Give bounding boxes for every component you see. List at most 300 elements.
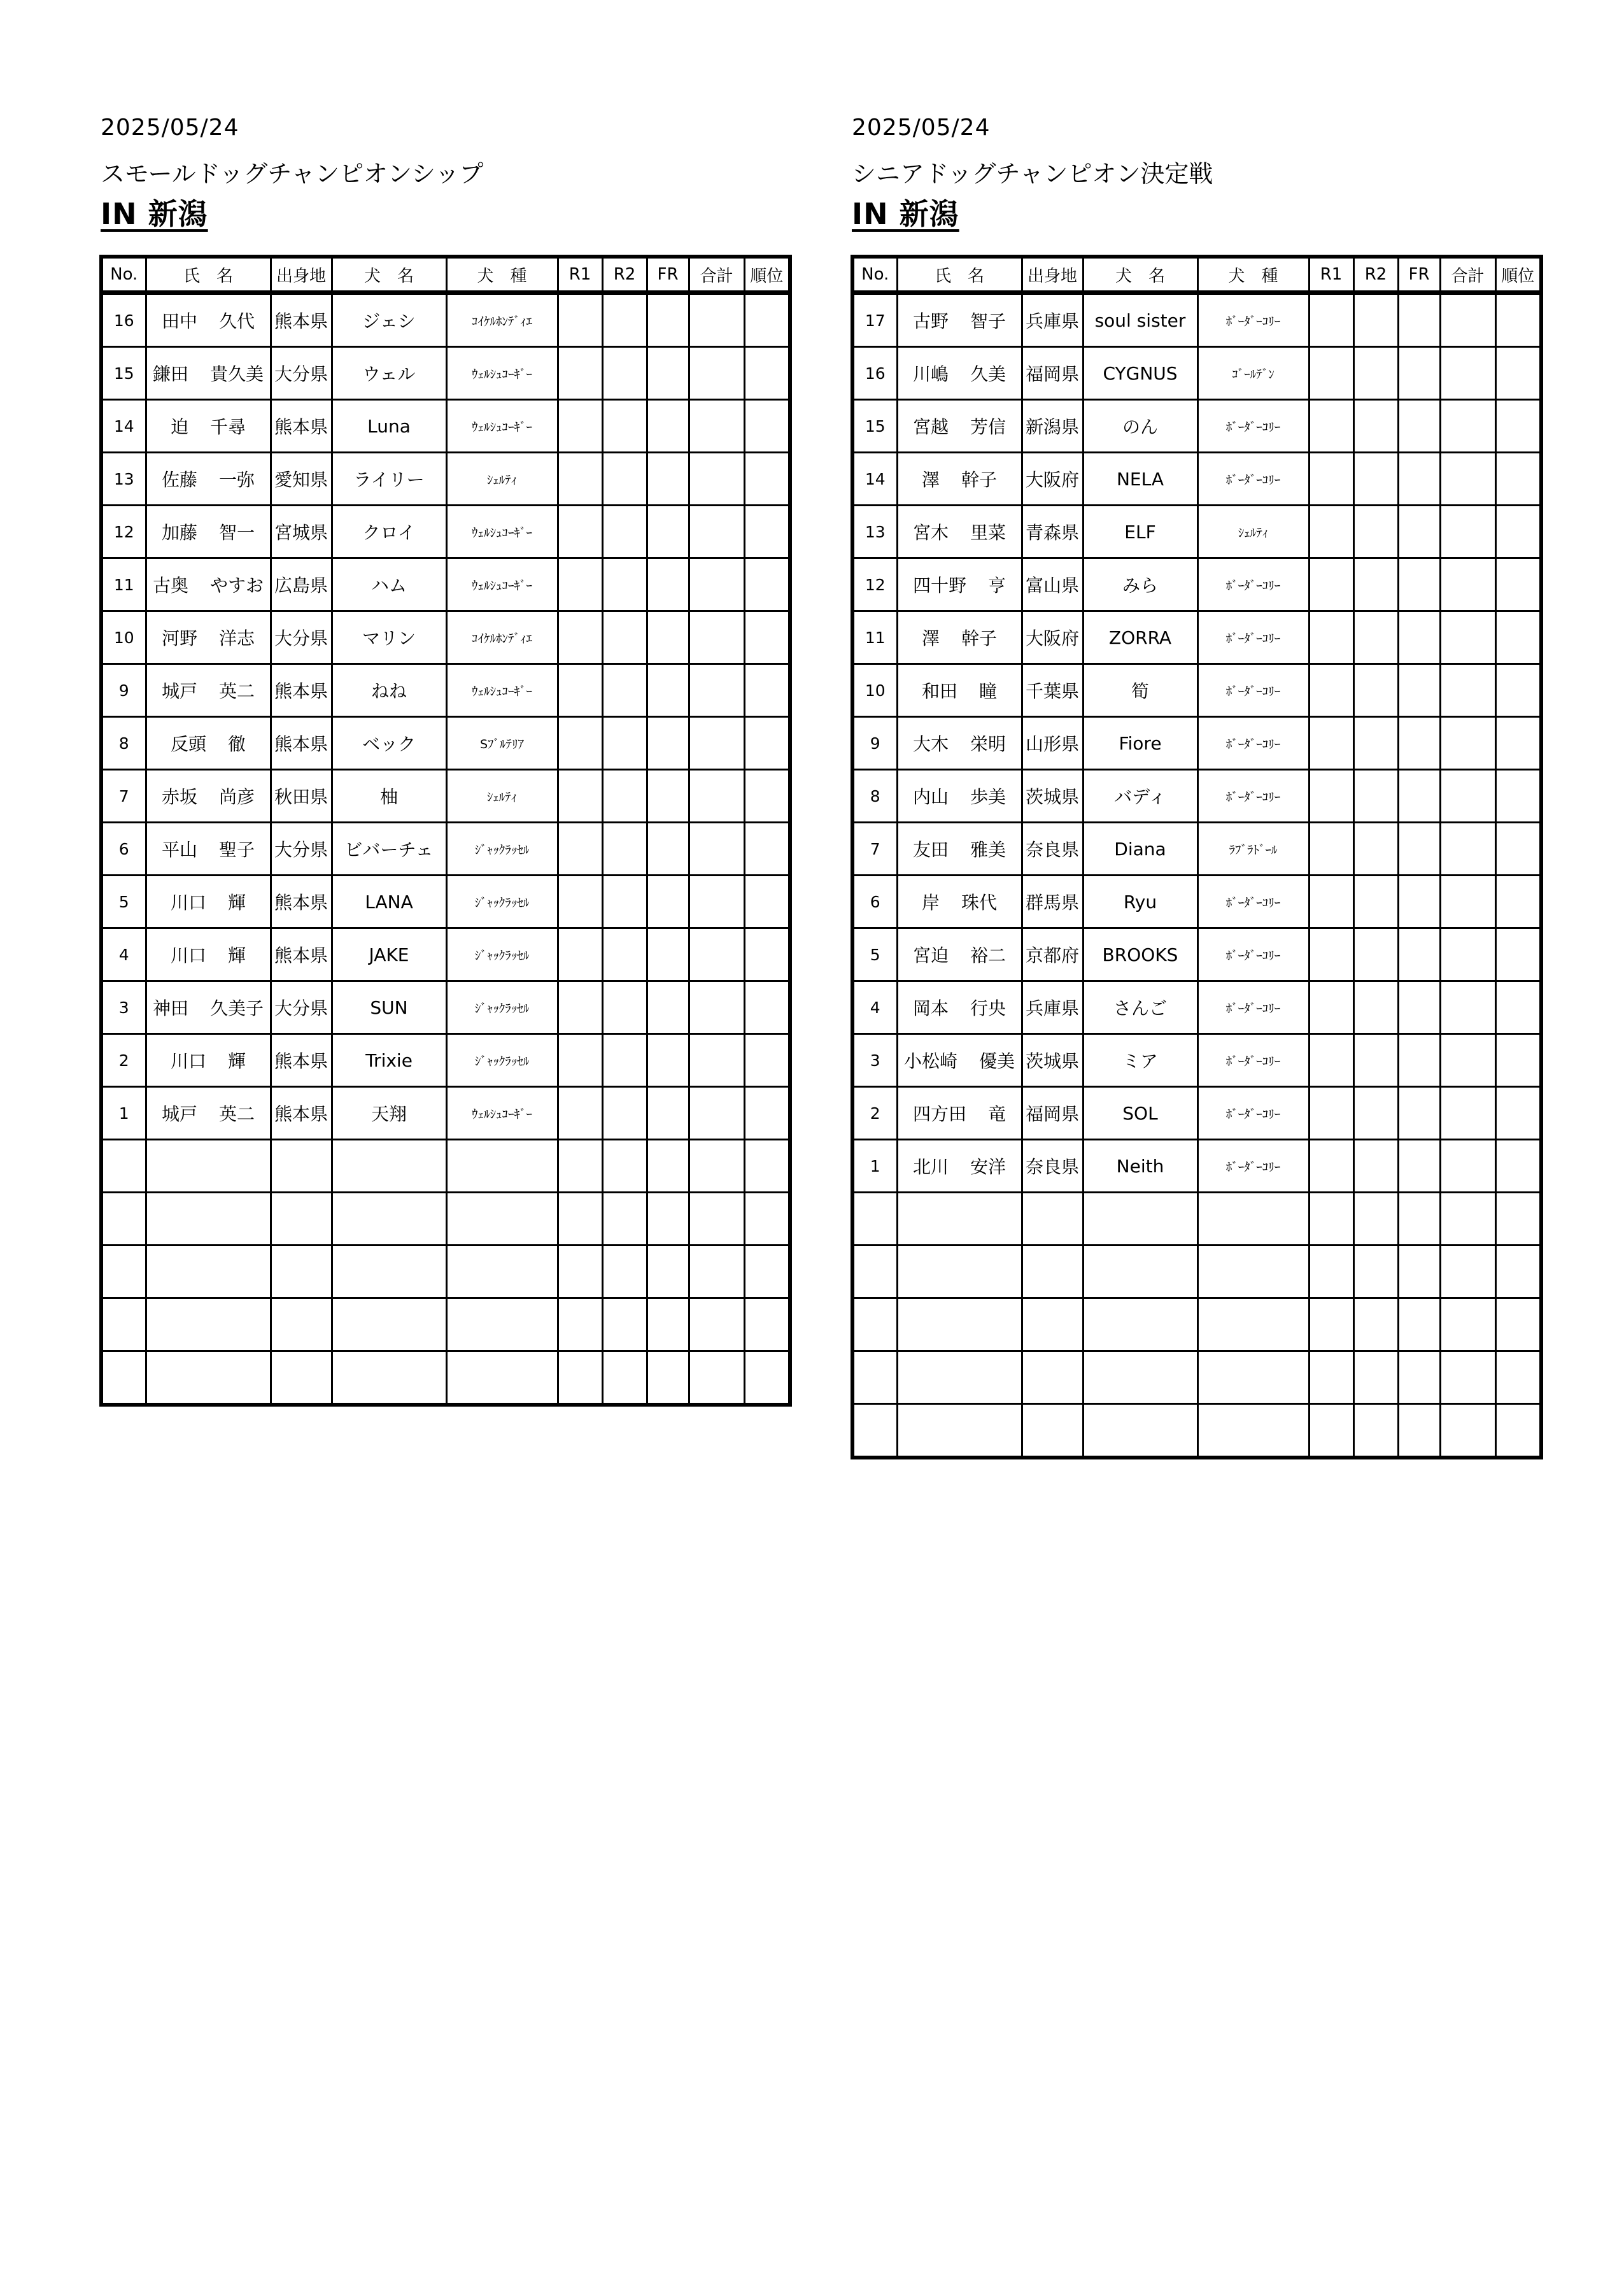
handler-first-name: 芳信 <box>970 416 1006 437</box>
col-header-origin: 出身地 <box>1022 257 1083 293</box>
score-r2 <box>602 770 647 823</box>
handler-name <box>897 928 1022 981</box>
rank <box>1495 876 1541 928</box>
prefecture <box>271 1193 332 1246</box>
col-header-total: 合計 <box>1440 257 1495 293</box>
score-r1 <box>558 1351 602 1405</box>
score-total <box>1440 876 1495 928</box>
dog-breed: ｼｪﾙﾃｨ <box>446 453 558 506</box>
score-r1 <box>558 506 602 558</box>
dog-name: Neith <box>1083 1140 1197 1193</box>
handler-name <box>146 717 271 770</box>
prefecture <box>1022 1404 1083 1458</box>
handler-last-name: 川口 <box>170 1051 206 1072</box>
handler-last-name: 田中 <box>161 311 197 332</box>
dog-breed: Sﾌﾞﾙﾃﾘｱ <box>446 717 558 770</box>
entry-number: 6 <box>101 823 146 876</box>
handler-last-name: 岸 <box>921 892 940 913</box>
handler-name <box>897 1351 1022 1404</box>
score-r1 <box>1309 1193 1353 1246</box>
entry-number <box>852 1193 897 1246</box>
score-fr <box>1398 717 1440 770</box>
prefecture: 大分県 <box>271 611 332 664</box>
score-total <box>689 770 744 823</box>
table-row <box>852 611 1541 664</box>
dog-breed <box>446 1246 558 1298</box>
col-header-r2: R2 <box>1353 257 1398 293</box>
dog-name: JAKE <box>332 928 446 981</box>
score-table-small-dog <box>99 255 792 1407</box>
score-r1 <box>558 1246 602 1298</box>
score-fr <box>647 293 689 347</box>
score-total <box>689 400 744 453</box>
table-row <box>852 770 1541 823</box>
col-header-fr: FR <box>647 257 689 293</box>
dog-name: のん <box>1083 400 1197 453</box>
dog-breed: ｳｪﾙｼｭｺｰｷﾞｰ <box>446 506 558 558</box>
entry-number <box>852 1351 897 1404</box>
dog-breed: ﾎﾞｰﾀﾞｰｺﾘｰ <box>1197 770 1309 823</box>
table-row <box>852 1298 1541 1351</box>
prefecture: 熊本県 <box>271 400 332 453</box>
dog-breed: ﾎﾞｰﾀﾞｰｺﾘｰ <box>1197 664 1309 717</box>
handler-first-name: 智一 <box>219 522 255 543</box>
dog-breed <box>446 1193 558 1246</box>
prefecture: 愛知県 <box>271 453 332 506</box>
score-total <box>689 558 744 611</box>
entry-number: 8 <box>101 717 146 770</box>
score-fr <box>1398 1034 1440 1087</box>
dog-breed: ﾎﾞｰﾀﾞｰｺﾘｰ <box>1197 981 1309 1034</box>
handler-last-name: 鎌田 <box>152 364 188 385</box>
prefecture: 熊本県 <box>271 1087 332 1140</box>
rank <box>744 400 790 453</box>
handler-first-name: 一弥 <box>219 469 255 490</box>
dog-name: ビバーチェ <box>332 823 446 876</box>
score-fr <box>647 1034 689 1087</box>
entry-number <box>101 1193 146 1246</box>
score-fr <box>647 1351 689 1405</box>
handler-first-name: 輝 <box>228 892 246 913</box>
dog-name: さんご <box>1083 981 1197 1034</box>
dog-breed: ｺﾞｰﾙﾃﾞﾝ <box>1197 347 1309 400</box>
handler-name <box>146 876 271 928</box>
event-title: スモールドッグチャンピオンシップ <box>101 160 484 188</box>
entry-number <box>101 1140 146 1193</box>
prefecture: 兵庫県 <box>1022 981 1083 1034</box>
score-r1 <box>558 1034 602 1087</box>
prefecture <box>271 1140 332 1193</box>
score-fr <box>647 1087 689 1140</box>
dog-name: 柚 <box>332 770 446 823</box>
score-total <box>689 347 744 400</box>
score-r2 <box>1353 1087 1398 1140</box>
score-total <box>689 876 744 928</box>
score-r1 <box>558 611 602 664</box>
handler-last-name: 宮木 <box>912 522 949 543</box>
prefecture: 群馬県 <box>1022 876 1083 928</box>
dog-name <box>1083 1404 1197 1458</box>
rank <box>1495 664 1541 717</box>
dog-name: ベック <box>332 717 446 770</box>
score-r1 <box>1309 347 1353 400</box>
score-total <box>689 1193 744 1246</box>
score-fr <box>647 770 689 823</box>
score-r2 <box>602 1034 647 1087</box>
score-r2 <box>1353 506 1398 558</box>
handler-last-name: 小松崎 <box>903 1051 957 1072</box>
dog-breed <box>446 1298 558 1351</box>
col-header-r1: R1 <box>1309 257 1353 293</box>
score-total <box>689 717 744 770</box>
entry-number: 4 <box>852 981 897 1034</box>
rank <box>744 1034 790 1087</box>
prefecture: 千葉県 <box>1022 664 1083 717</box>
table-row <box>852 1404 1541 1458</box>
score-r1 <box>1309 981 1353 1034</box>
handler-name <box>897 823 1022 876</box>
prefecture: 兵庫県 <box>1022 293 1083 347</box>
dog-breed: ｼｪﾙﾃｨ <box>1197 506 1309 558</box>
handler-first-name: 安洋 <box>970 1156 1006 1177</box>
rank <box>744 453 790 506</box>
score-r1 <box>1309 400 1353 453</box>
dog-breed: ｳｪﾙｼｭｺｰｷﾞｰ <box>446 400 558 453</box>
dog-name: Luna <box>332 400 446 453</box>
dog-breed: ﾎﾞｰﾀﾞｰｺﾘｰ <box>1197 876 1309 928</box>
table-row <box>101 400 790 453</box>
rank <box>744 293 790 347</box>
handler-first-name: 尚彦 <box>219 786 255 807</box>
dog-name: SUN <box>332 981 446 1034</box>
event-title: シニアドッグチャンピオン決定戦 <box>852 160 1213 188</box>
score-total <box>1440 611 1495 664</box>
handler-last-name: 宮迫 <box>912 945 949 966</box>
dog-breed: ﾎﾞｰﾀﾞｰｺﾘｰ <box>1197 1087 1309 1140</box>
handler-name <box>146 293 271 347</box>
rank <box>744 1298 790 1351</box>
table-row <box>101 1034 790 1087</box>
handler-last-name: 神田 <box>152 998 188 1019</box>
score-r2 <box>1353 293 1398 347</box>
table-row <box>852 400 1541 453</box>
score-r1 <box>558 823 602 876</box>
dog-name: CYGNUS <box>1083 347 1197 400</box>
dog-breed: ｼﾞｬｯｸﾗｯｾﾙ <box>446 981 558 1034</box>
col-header-rank: 順位 <box>1495 257 1541 293</box>
score-r2 <box>1353 1034 1398 1087</box>
entry-number <box>101 1246 146 1298</box>
score-total <box>1440 293 1495 347</box>
dog-breed: ｳｪﾙｼｭｺｰｷﾞｰ <box>446 1087 558 1140</box>
rank <box>1495 981 1541 1034</box>
score-r1 <box>1309 558 1353 611</box>
col-header-total: 合計 <box>689 257 744 293</box>
score-fr <box>1398 453 1440 506</box>
event-date: 2025/05/24 <box>101 115 239 141</box>
col-header-breed: 犬 種 <box>1197 257 1309 293</box>
rank <box>1495 1140 1541 1193</box>
entry-number: 5 <box>852 928 897 981</box>
dog-name <box>332 1298 446 1351</box>
handler-last-name: 和田 <box>921 681 957 702</box>
dog-breed <box>1197 1246 1309 1298</box>
rank <box>1495 1351 1541 1404</box>
dog-name <box>332 1193 446 1246</box>
dog-name: クロイ <box>332 506 446 558</box>
score-r1 <box>558 453 602 506</box>
table-row <box>852 1034 1541 1087</box>
score-fr <box>647 981 689 1034</box>
rank <box>1495 1034 1541 1087</box>
handler-last-name: 迫 <box>170 416 188 437</box>
entry-number <box>101 1298 146 1351</box>
rank <box>1495 506 1541 558</box>
rank <box>744 823 790 876</box>
col-header-origin: 出身地 <box>271 257 332 293</box>
table-row <box>101 506 790 558</box>
score-fr <box>1398 400 1440 453</box>
score-fr <box>1398 770 1440 823</box>
prefecture <box>271 1351 332 1405</box>
score-fr <box>1398 928 1440 981</box>
handler-name <box>146 664 271 717</box>
col-header-name: 氏 名 <box>146 257 271 293</box>
score-r1 <box>558 347 602 400</box>
rank <box>1495 823 1541 876</box>
table-row <box>101 770 790 823</box>
handler-first-name: 優美 <box>979 1051 1015 1072</box>
table-row <box>101 928 790 981</box>
handler-first-name: 智子 <box>970 311 1006 332</box>
dog-breed <box>446 1351 558 1405</box>
prefecture <box>1022 1246 1083 1298</box>
score-total <box>689 981 744 1034</box>
dog-breed: ﾎﾞｰﾀﾞｰｺﾘｰ <box>1197 558 1309 611</box>
dog-breed: ｼｪﾙﾃｨ <box>446 770 558 823</box>
score-r2 <box>1353 981 1398 1034</box>
score-fr <box>647 1140 689 1193</box>
table-row <box>101 823 790 876</box>
score-fr <box>1398 1404 1440 1458</box>
table-row <box>852 1087 1541 1140</box>
score-r1 <box>558 293 602 347</box>
prefecture: 宮城県 <box>271 506 332 558</box>
score-total <box>1440 823 1495 876</box>
dog-name <box>1083 1193 1197 1246</box>
handler-last-name: 佐藤 <box>161 469 197 490</box>
prefecture: 茨城県 <box>1022 1034 1083 1087</box>
handler-last-name: 平山 <box>161 839 197 860</box>
col-header-rank: 順位 <box>744 257 790 293</box>
col-header-name: 氏 名 <box>897 257 1022 293</box>
handler-last-name: 北川 <box>912 1156 949 1177</box>
score-r1 <box>558 1087 602 1140</box>
dog-breed <box>1197 1351 1309 1404</box>
score-fr <box>647 928 689 981</box>
entry-number <box>852 1404 897 1458</box>
rank <box>1495 400 1541 453</box>
dog-name: ジェシ <box>332 293 446 347</box>
prefecture: 新潟県 <box>1022 400 1083 453</box>
dog-name <box>1083 1246 1197 1298</box>
handler-last-name: 反頭 <box>170 734 206 755</box>
score-r1 <box>1309 717 1353 770</box>
entry-number: 1 <box>852 1140 897 1193</box>
col-header-r1: R1 <box>558 257 602 293</box>
handler-first-name: 幹子 <box>961 469 998 490</box>
score-r1 <box>1309 823 1353 876</box>
entry-number: 11 <box>852 611 897 664</box>
table-row <box>101 1298 790 1351</box>
handler-first-name: 輝 <box>228 945 246 966</box>
dog-breed: ﾎﾞｰﾀﾞｰｺﾘｰ <box>1197 1034 1309 1087</box>
score-total <box>1440 1351 1495 1404</box>
prefecture: 熊本県 <box>271 928 332 981</box>
dog-breed: ｳｪﾙｼｭｺｰｷﾞｰ <box>446 664 558 717</box>
prefecture: 山形県 <box>1022 717 1083 770</box>
handler-name <box>146 1351 271 1405</box>
rank <box>744 558 790 611</box>
entry-number: 14 <box>101 400 146 453</box>
handler-first-name: 英二 <box>219 681 255 702</box>
table-row <box>101 347 790 400</box>
handler-last-name: 澤 <box>921 628 940 649</box>
score-total <box>689 1298 744 1351</box>
dog-breed <box>446 1140 558 1193</box>
entry-number <box>101 1351 146 1405</box>
table-row <box>852 1246 1541 1298</box>
score-r1 <box>558 928 602 981</box>
score-r2 <box>1353 1351 1398 1404</box>
rank <box>1495 453 1541 506</box>
handler-first-name: 久美子 <box>210 998 264 1019</box>
score-fr <box>647 558 689 611</box>
dog-breed: ｳｪﾙｼｭｺｰｷﾞｰ <box>446 558 558 611</box>
table-row <box>101 1193 790 1246</box>
handler-last-name: 四方田 <box>912 1104 966 1125</box>
dog-breed <box>1197 1193 1309 1246</box>
rank <box>1495 293 1541 347</box>
entry-number: 16 <box>101 293 146 347</box>
score-r2 <box>1353 876 1398 928</box>
score-total <box>689 1140 744 1193</box>
handler-first-name: 久美 <box>970 364 1006 385</box>
handler-first-name: 洋志 <box>219 628 255 649</box>
score-total <box>1440 453 1495 506</box>
score-total <box>1440 770 1495 823</box>
prefecture: 大分県 <box>271 981 332 1034</box>
handler-last-name: 四十野 <box>912 575 966 596</box>
handler-last-name: 赤坂 <box>161 786 197 807</box>
prefecture: 熊本県 <box>271 664 332 717</box>
dog-name <box>1083 1298 1197 1351</box>
score-total <box>689 1351 744 1405</box>
table-row <box>852 293 1541 347</box>
handler-last-name: 岡本 <box>912 998 949 1019</box>
prefecture: 大阪府 <box>1022 453 1083 506</box>
score-r2 <box>602 717 647 770</box>
entry-number: 11 <box>101 558 146 611</box>
col-header-no: No. <box>101 257 146 293</box>
score-fr <box>1398 1246 1440 1298</box>
prefecture <box>1022 1351 1083 1404</box>
rank <box>1495 558 1541 611</box>
score-total <box>689 1034 744 1087</box>
handler-name <box>146 928 271 981</box>
event-date: 2025/05/24 <box>852 115 991 141</box>
score-total <box>689 1246 744 1298</box>
entry-number: 4 <box>101 928 146 981</box>
prefecture: 奈良県 <box>1022 823 1083 876</box>
dog-name: ELF <box>1083 506 1197 558</box>
score-r2 <box>1353 1404 1398 1458</box>
table-row <box>852 717 1541 770</box>
dog-breed: ﾎﾞｰﾀﾞｰｺﾘｰ <box>1197 611 1309 664</box>
table-row <box>101 293 790 347</box>
score-r2 <box>602 506 647 558</box>
entry-number: 14 <box>852 453 897 506</box>
prefecture: 熊本県 <box>271 717 332 770</box>
score-r1 <box>558 1193 602 1246</box>
handler-first-name: 珠代 <box>961 892 998 913</box>
score-fr <box>647 717 689 770</box>
score-r1 <box>1309 293 1353 347</box>
handler-name <box>146 1140 271 1193</box>
handler-name <box>146 558 271 611</box>
handler-first-name: 瞳 <box>979 681 998 702</box>
handler-name <box>897 347 1022 400</box>
handler-first-name: 裕二 <box>970 945 1006 966</box>
entry-number: 12 <box>852 558 897 611</box>
score-r2 <box>1353 453 1398 506</box>
score-r1 <box>1309 1351 1353 1404</box>
handler-first-name: 輝 <box>228 1051 246 1072</box>
handler-last-name: 友田 <box>912 839 949 860</box>
dog-name: BROOKS <box>1083 928 1197 981</box>
dog-name: ZORRA <box>1083 611 1197 664</box>
entry-number: 5 <box>101 876 146 928</box>
dog-name: ライリー <box>332 453 446 506</box>
score-fr <box>1398 611 1440 664</box>
score-r1 <box>1309 770 1353 823</box>
score-r1 <box>1309 611 1353 664</box>
handler-first-name: 英二 <box>219 1104 255 1125</box>
handler-last-name: 宮越 <box>912 416 949 437</box>
score-fr <box>1398 1087 1440 1140</box>
score-r2 <box>602 1298 647 1351</box>
score-total <box>689 928 744 981</box>
dog-breed <box>1197 1298 1309 1351</box>
score-total <box>1440 558 1495 611</box>
entry-number: 10 <box>852 664 897 717</box>
handler-first-name: 里菜 <box>970 522 1006 543</box>
score-total <box>689 1087 744 1140</box>
score-r2 <box>1353 347 1398 400</box>
handler-name <box>897 400 1022 453</box>
score-r2 <box>1353 928 1398 981</box>
handler-name <box>146 1246 271 1298</box>
handler-name <box>146 506 271 558</box>
rank <box>744 981 790 1034</box>
rank <box>1495 347 1541 400</box>
score-fr <box>1398 558 1440 611</box>
table-row <box>852 1351 1541 1404</box>
handler-first-name: 徹 <box>228 734 246 755</box>
col-header-dog-name: 犬 名 <box>1083 257 1197 293</box>
dog-breed <box>1197 1404 1309 1458</box>
handler-name <box>897 1193 1022 1246</box>
